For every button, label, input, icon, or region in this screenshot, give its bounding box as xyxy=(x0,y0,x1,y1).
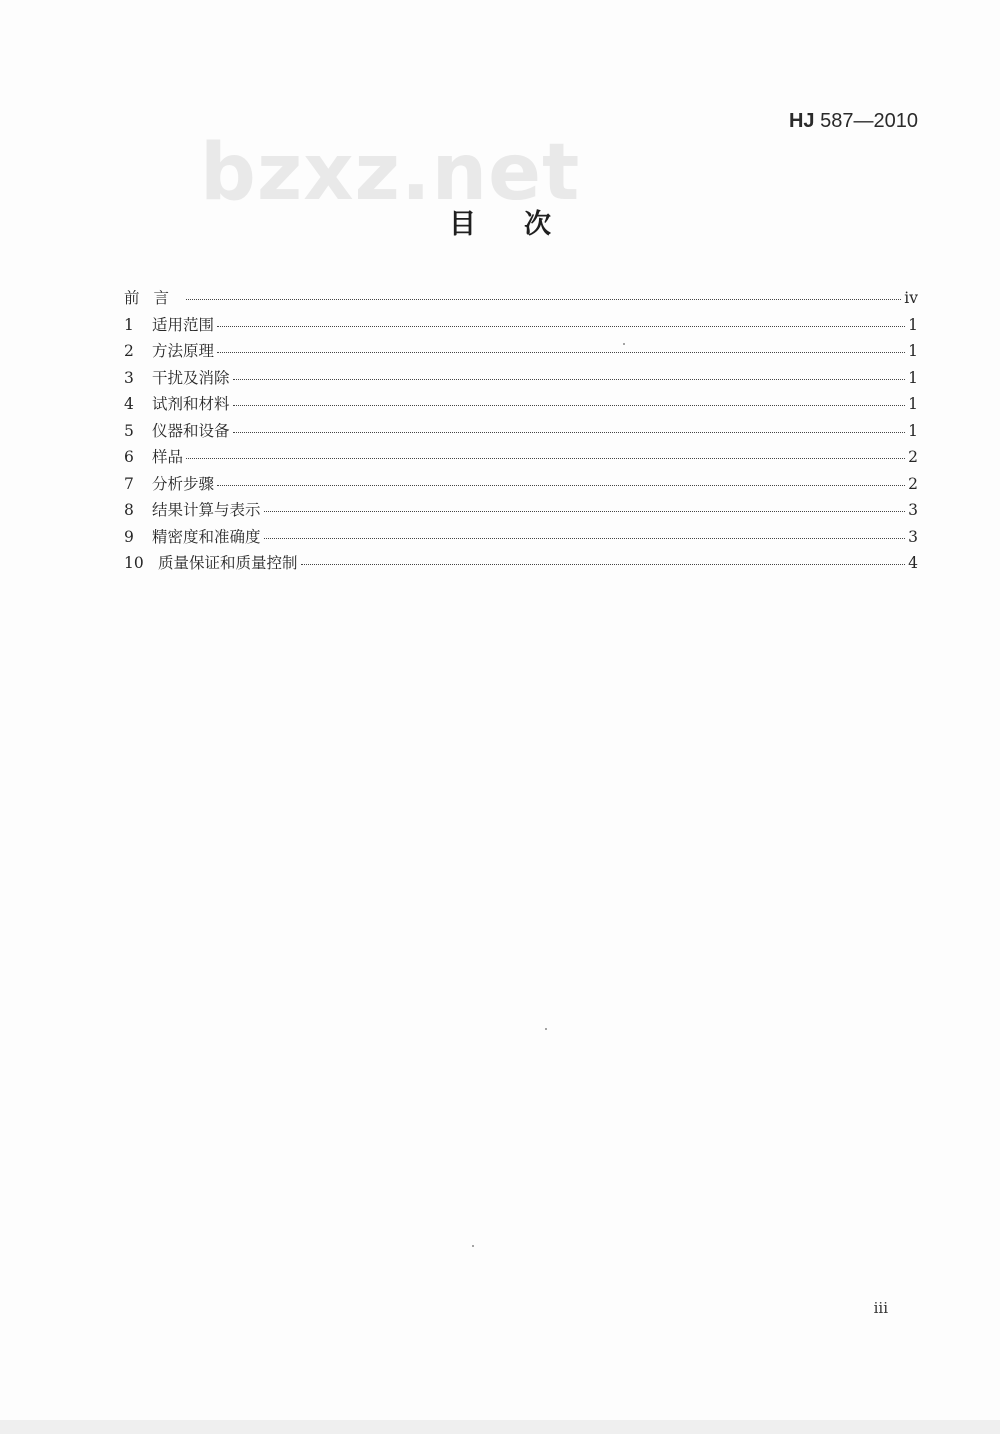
toc-leader-dots xyxy=(233,379,905,380)
toc-item-7[interactable] xyxy=(124,472,918,499)
toc-leader-dots xyxy=(186,299,901,300)
toc-item-page: 3 xyxy=(908,527,918,546)
watermark: bzxz.net xyxy=(200,128,581,218)
toc-item-8[interactable] xyxy=(124,498,918,525)
toc-item-label: 仪器和设备 xyxy=(152,421,230,440)
toc-item-number: 9 xyxy=(124,527,134,546)
scan-speck xyxy=(545,1028,547,1030)
toc-item-2[interactable] xyxy=(124,339,918,366)
toc-item-label: 结果计算与表示 xyxy=(152,501,261,519)
toc-leader-dots xyxy=(217,352,905,353)
toc-item-page: 1 xyxy=(908,368,918,387)
toc-item-page: 2 xyxy=(908,474,918,493)
toc-item-4[interactable] xyxy=(124,392,918,419)
standard-code xyxy=(789,110,918,133)
toc-item-5[interactable] xyxy=(124,419,918,446)
scan-speck xyxy=(472,1245,474,1247)
toc-leader-dots xyxy=(264,538,905,539)
toc-item-page: iv xyxy=(904,289,918,307)
toc-item-number: 3 xyxy=(124,368,134,387)
toc-item-page: 1 xyxy=(908,395,918,413)
toc-item-label: 前言 xyxy=(124,289,184,307)
toc-leader-dots xyxy=(186,458,905,459)
toc-item-label: 适用范围 xyxy=(152,315,215,334)
toc-item-label: 干扰及消除 xyxy=(152,368,230,387)
toc-leader-dots xyxy=(217,485,905,486)
standard-prefix: HJ xyxy=(788,110,815,132)
toc-leader-dots xyxy=(264,511,905,512)
toc-item-6[interactable] xyxy=(124,445,918,472)
toc-leader-dots xyxy=(217,326,905,327)
toc-item-number: 4 xyxy=(124,395,134,413)
toc-item-number: 8 xyxy=(124,501,134,519)
toc-item-number: 10 xyxy=(124,554,144,572)
toc-item-number: 5 xyxy=(124,421,134,440)
toc-item-number: 7 xyxy=(124,474,134,493)
toc-item-label: 样品 xyxy=(152,448,184,466)
viewer-bottom-edge xyxy=(0,1420,1000,1434)
page-title: 目次 xyxy=(449,209,599,240)
table-of-contents xyxy=(124,286,918,578)
toc-item-9[interactable] xyxy=(124,525,918,552)
toc-item-page: 1 xyxy=(908,421,918,440)
toc-item-foreword[interactable] xyxy=(124,286,918,313)
toc-item-page: 2 xyxy=(908,448,918,466)
toc-leader-dots xyxy=(301,564,905,565)
toc-item-1[interactable] xyxy=(124,313,918,340)
toc-item-label: 精密度和准确度 xyxy=(152,527,261,546)
toc-item-label: 分析步骤 xyxy=(152,474,215,493)
toc-item-number: 6 xyxy=(124,448,134,466)
toc-leader-dots xyxy=(233,432,905,433)
toc-item-label: 质量保证和质量控制 xyxy=(158,554,298,572)
toc-item-page: 1 xyxy=(908,315,918,334)
toc-item-label: 方法原理 xyxy=(152,342,215,360)
toc-item-10[interactable] xyxy=(124,551,918,578)
scan-speck xyxy=(623,343,625,345)
toc-item-number: 2 xyxy=(124,342,134,360)
toc-item-page: 4 xyxy=(908,554,918,572)
toc-item-number: 1 xyxy=(124,315,134,334)
toc-item-page: 3 xyxy=(908,501,918,519)
toc-item-3[interactable] xyxy=(124,366,918,393)
page-number: iii xyxy=(873,1299,888,1317)
toc-item-label: 试剂和材料 xyxy=(152,395,230,413)
standard-number: 587—2010 xyxy=(820,110,918,132)
toc-leader-dots xyxy=(233,405,905,406)
toc-item-page: 1 xyxy=(908,342,918,360)
